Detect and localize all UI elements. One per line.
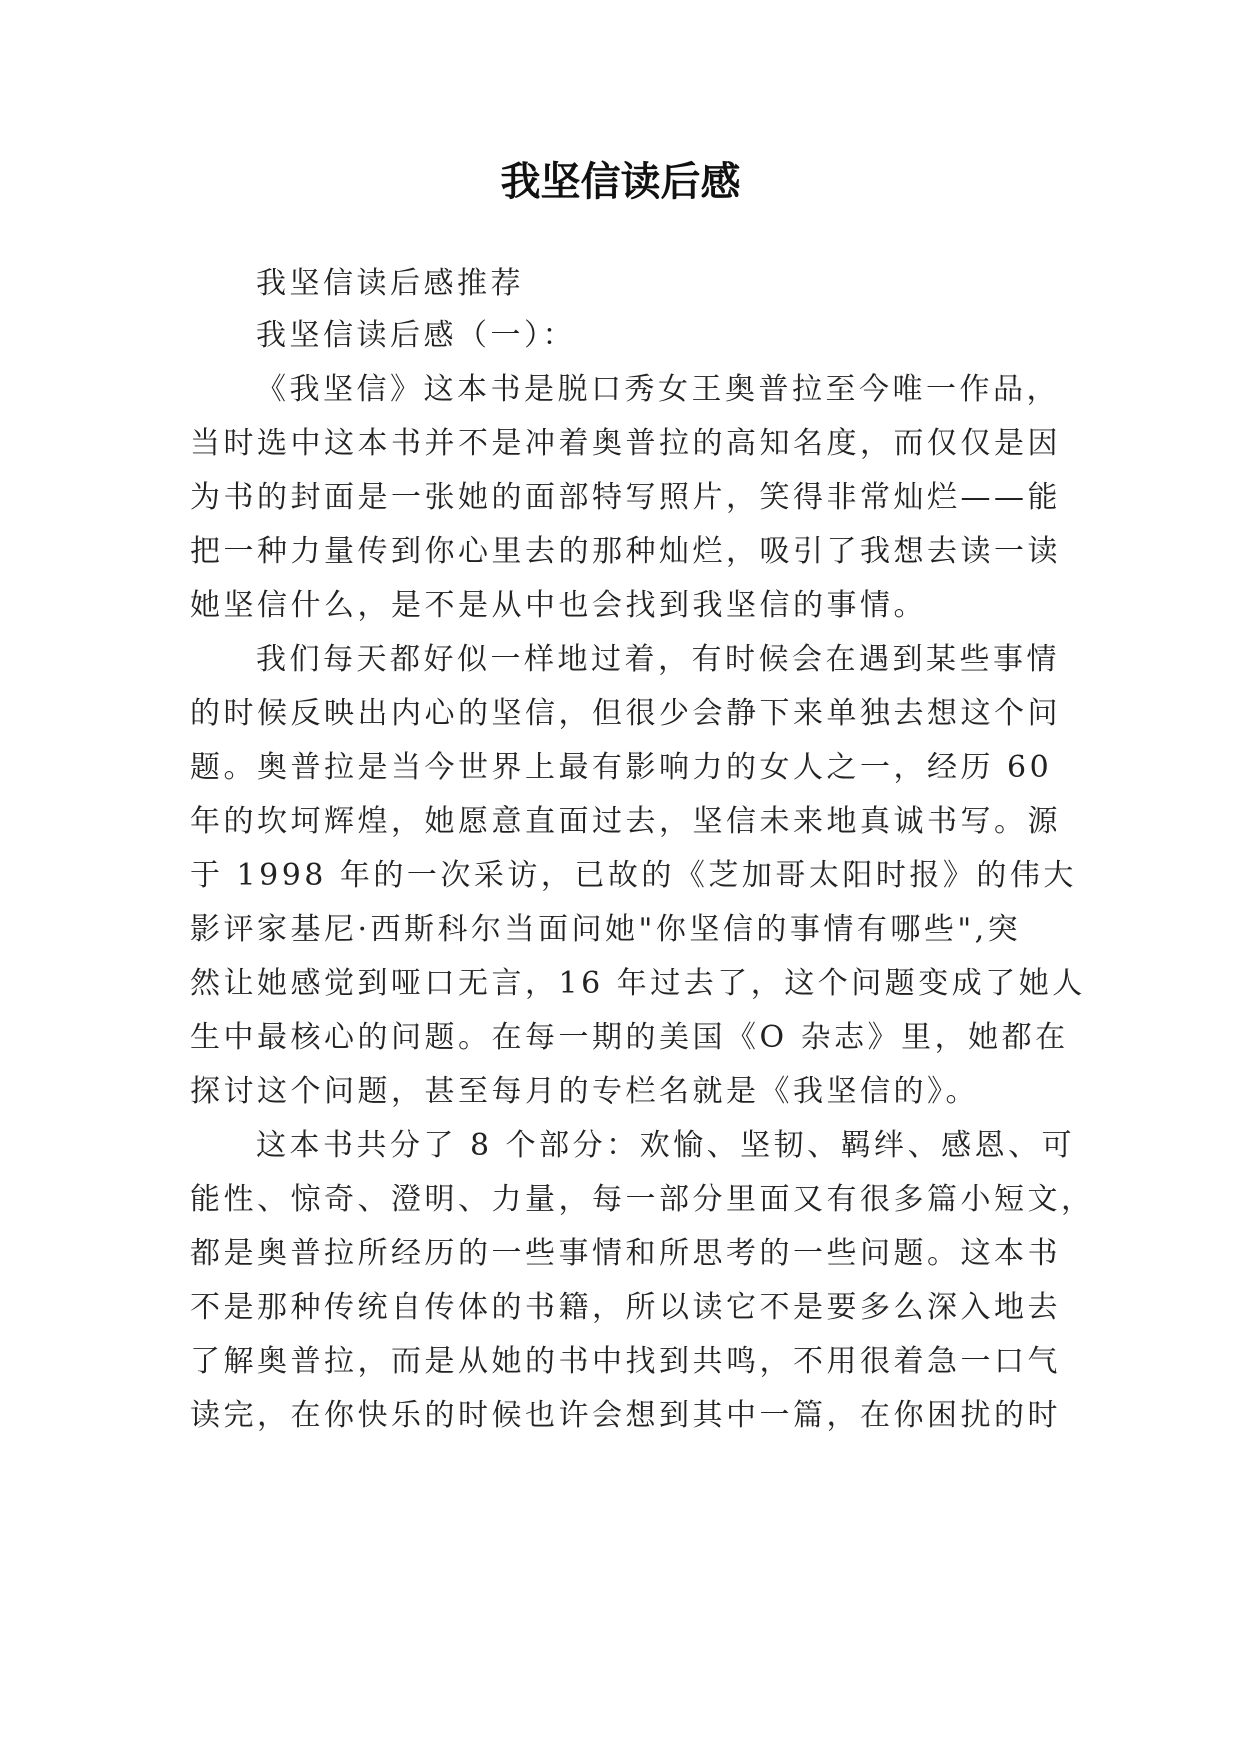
- paragraph-line: 了解奥普拉，而是从她的书中找到共鸣，不用很着急一口气: [190, 1344, 1061, 1379]
- paragraph-line: 把一种力量传到你心里去的那种灿烂，吸引了我想去读一读: [190, 534, 1061, 569]
- paragraph-line: 为书的封面是一张她的面部特写照片，笑得非常灿烂——能: [190, 480, 1061, 515]
- paragraph-line: 生中最核心的问题。在每一期的美国《O 杂志》里，她都在: [190, 1020, 1069, 1055]
- paragraph-line: 读完，在你快乐的时候也许会想到其中一篇，在你困扰的时: [190, 1398, 1061, 1433]
- paragraph-line: 年的坎坷辉煌，她愿意直面过去，坚信未来地真诚书写。源: [190, 804, 1061, 839]
- paragraph-line: 题。奥普拉是当今世界上最有影响力的女人之一，经历 60: [190, 750, 1053, 785]
- document-title: 我坚信读后感: [500, 159, 741, 205]
- paragraph-line: 《我坚信》这本书是脱口秀女王奥普拉至今唯一作品，: [256, 372, 1060, 407]
- paragraph-line: 影评家基尼·西斯科尔当面问她"你坚信的事情有哪些",突: [190, 912, 1022, 947]
- paragraph-line: 于 1998 年的一次采访，已故的《芝加哥太阳时报》的伟大: [190, 858, 1077, 893]
- paragraph-line: 然让她感觉到哑口无言，16 年过去了，这个问题变成了她人: [190, 966, 1086, 1001]
- paragraph-line: 都是奥普拉所经历的一些事情和所思考的一些问题。这本书: [190, 1236, 1061, 1271]
- section-heading: 我坚信读后感（一）：: [256, 318, 576, 353]
- paragraph-line: 这本书共分了 8 个部分：欢愉、坚韧、羁绊、感恩、可: [256, 1128, 1076, 1163]
- paragraph-line: 我们每天都好似一样地过着，有时候会在遇到某些事情: [256, 642, 1060, 677]
- paragraph-line: 她坚信什么，是不是从中也会找到我坚信的事情。: [190, 588, 927, 623]
- document-subtitle: 我坚信读后感推荐: [256, 266, 524, 301]
- paragraph-line: 不是那种传统自传体的书籍，所以读它不是要多么深入地去: [190, 1290, 1061, 1325]
- paragraph-line: 探讨这个问题，甚至每月的专栏名就是《我坚信的》。: [190, 1074, 979, 1109]
- paragraph-line: 能性、惊奇、澄明、力量，每一部分里面又有很多篇小短文，: [190, 1182, 1095, 1217]
- paragraph-line: 的时候反映出内心的坚信，但很少会静下来单独去想这个问: [190, 696, 1061, 731]
- paragraph-line: 当时选中这本书并不是冲着奥普拉的高知名度，而仅仅是因: [190, 426, 1061, 461]
